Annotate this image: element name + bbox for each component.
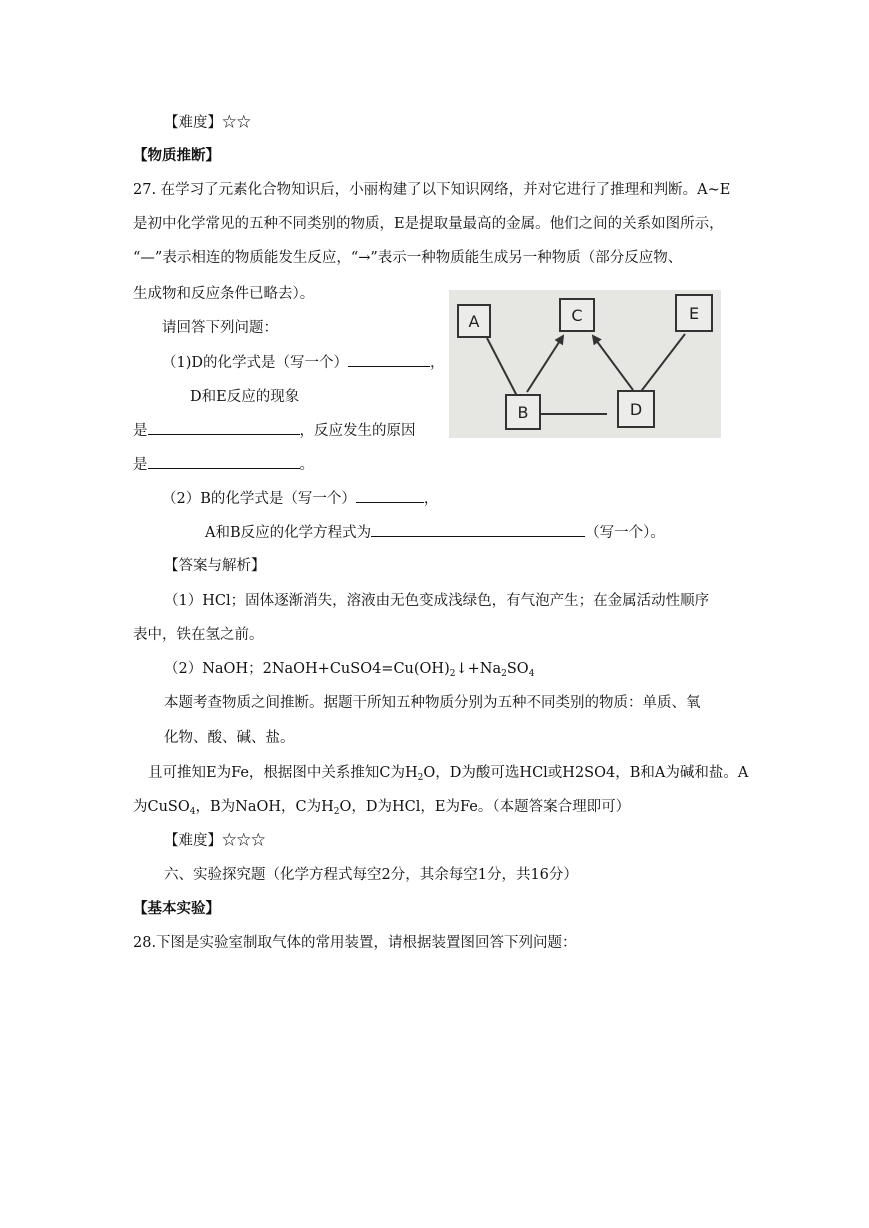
node-a: A bbox=[457, 304, 491, 338]
q27-line-4: 生成物和反应条件已略去）。 bbox=[133, 286, 315, 302]
q27-text: （写一个）。 bbox=[585, 525, 665, 541]
answer-1-line-1: （1）HCl；固体逐渐消失，溶液由无色变成浅绿色，有气泡产生；在金属活动性顺序 bbox=[164, 593, 710, 609]
q27-prompt: 请回答下列问题： bbox=[162, 320, 278, 336]
arrow-d-c bbox=[593, 336, 633, 390]
subscript: 2 bbox=[333, 807, 340, 817]
explanation-text: 为CuSO bbox=[133, 799, 190, 815]
section-heading-inference: 【物质推断】 bbox=[133, 147, 220, 164]
answer-blank-d-formula[interactable] bbox=[348, 352, 430, 367]
subscript: 4 bbox=[528, 669, 535, 679]
answer-blank-de-phenomenon[interactable] bbox=[148, 420, 300, 435]
explanation-text: 且可推知E为Fe，根据图中关系推知C为H bbox=[148, 765, 418, 781]
q27-part2-line-a bbox=[162, 488, 438, 509]
q28-line: 28.下图是实验室制取气体的常用装置，请根据装置图回答下列问题： bbox=[133, 935, 577, 951]
subscript: 2 bbox=[501, 669, 507, 679]
explanation-text: O，D为酸可选HCl或H2SO4，B和A为碱和盐。A bbox=[423, 765, 749, 781]
subscript: 2 bbox=[417, 773, 424, 783]
arrow-b-c bbox=[527, 336, 563, 392]
q27-text: A和B反应的化学方程式为 bbox=[205, 525, 372, 541]
answer-1-line-2: 表中，铁在氢之前。 bbox=[133, 627, 264, 643]
q27-line-3: “—”表示相连的物质能发生反应，“→”表示一种物质能生成另一种物质（部分反应物、 bbox=[133, 250, 683, 266]
answer-blank-ab-equation[interactable] bbox=[371, 522, 585, 537]
q27-line-1: 27. 在学习了元素化合物知识后，小丽构建了以下知识网络，并对它进行了推理和判断。A~E bbox=[133, 182, 731, 198]
answer-difficulty: 【难度】☆☆☆ bbox=[164, 833, 266, 849]
answer-2-line bbox=[164, 659, 534, 684]
answer-2-text: SO bbox=[506, 661, 529, 677]
q27-text: ， bbox=[423, 491, 439, 507]
difficulty-label: 【难度】☆☆ bbox=[164, 115, 251, 131]
node-e: E bbox=[675, 294, 713, 332]
explanation-line-2: 化物、酸、碱、盐。 bbox=[164, 730, 295, 746]
explanation-text: O，D为HCl，E为Fe。（本题答案合理即可） bbox=[339, 799, 631, 815]
q27-text: 是 bbox=[133, 423, 148, 439]
q27-part1-line-b: D和E反应的现象 bbox=[190, 389, 300, 405]
node-d: D bbox=[617, 390, 655, 428]
answer-header: 【答案与解析】 bbox=[164, 558, 266, 574]
line-e-d bbox=[639, 334, 685, 394]
subscript: 2 bbox=[449, 669, 456, 679]
node-b: B bbox=[505, 394, 541, 430]
q27-part2-text: （2）B的化学式是（写一个） bbox=[162, 491, 356, 507]
answer-blank-b-formula[interactable] bbox=[356, 488, 424, 503]
q27-text: 是 bbox=[133, 457, 148, 473]
node-c: C bbox=[559, 298, 595, 332]
answer-2-text: （2）NaOH；2NaOH+CuSO4=Cu(OH) bbox=[164, 661, 450, 677]
q27-text: 。 bbox=[299, 457, 314, 473]
q27-punct: ， bbox=[430, 355, 445, 371]
q27-part1-line-d bbox=[133, 454, 314, 475]
section-six-heading: 六、实验探究题（化学方程式每空2分，其余每空1分，共16分） bbox=[164, 867, 578, 883]
answer-2-text: ↓+Na bbox=[455, 661, 502, 677]
section-heading-basic-experiment: 【基本实验】 bbox=[133, 900, 220, 917]
explanation-text: ，B为NaOH，C为H bbox=[195, 799, 334, 815]
answer-blank-reason[interactable] bbox=[148, 454, 300, 469]
explanation-line-4 bbox=[133, 797, 630, 822]
q27-part1-text: （1)D的化学式是（写一个） bbox=[162, 355, 349, 371]
q27-line-2: 是初中化学常见的五种不同类别的物质，E是提取量最高的金属。他们之间的关系如图所示， bbox=[133, 216, 724, 232]
explanation-line-3 bbox=[148, 763, 748, 788]
line-a-b bbox=[487, 338, 517, 396]
q27-part2-line-b bbox=[205, 522, 665, 543]
subscript: 4 bbox=[189, 807, 196, 817]
explanation-line-1: 本题考查物质之间推断。据题干所知五种物质分别为五种不同类别的物质：单质、氧 bbox=[164, 695, 701, 711]
q27-text: ，反应发生的原因 bbox=[299, 423, 416, 439]
relation-diagram bbox=[449, 290, 721, 438]
q27-part1-line-a bbox=[162, 352, 445, 373]
q27-part1-line-c bbox=[133, 420, 416, 441]
